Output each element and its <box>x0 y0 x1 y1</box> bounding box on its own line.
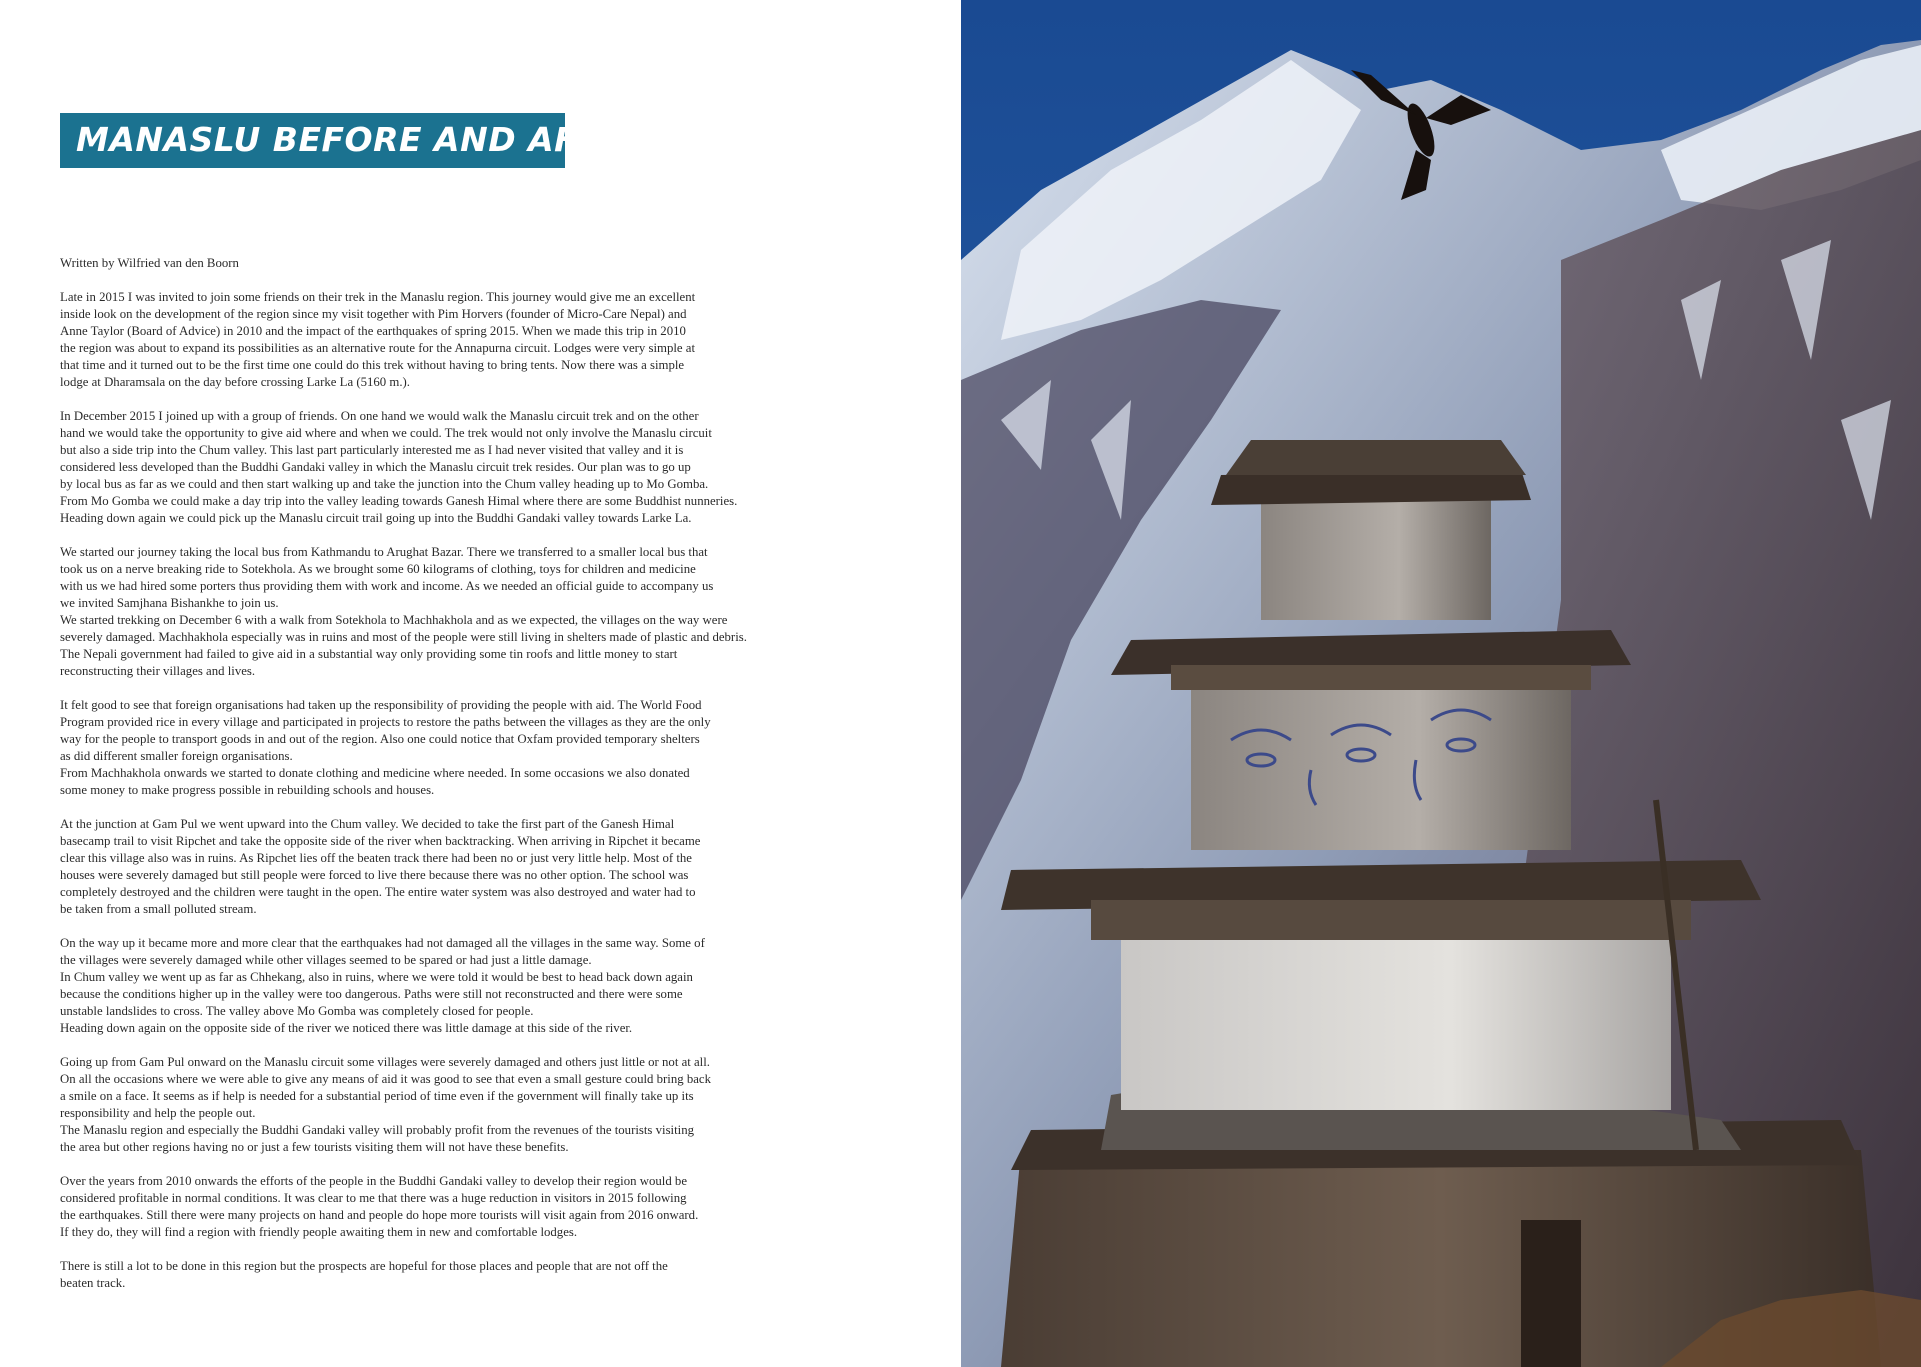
stupa-top <box>1226 440 1526 475</box>
paragraph-line: be taken from a small polluted stream. <box>60 902 257 916</box>
paragraph-line: lodge at Dharamsala on the day before crossing Larke La (5160 m.). <box>60 375 411 389</box>
article-paragraph <box>60 697 910 799</box>
paragraph-line: The Manaslu region and especially the Buddhi Gandaki valley will probably profit from the revenues of the tourists visiting <box>60 1123 695 1137</box>
paragraph-line: Anne Taylor (Board of Advice) in 2010 and the impact of the earthquakes of spring 2015. When we made this trip in 2010 <box>60 324 686 338</box>
paragraph-line: considered less developed than the Buddhi Gandaki valley in which the Manaslu circuit trek resides. Our plan was to go up <box>60 460 691 474</box>
paragraph-line: On the way up it became more and more clear that the earthquakes had not damaged all the villages in the same way. Some of <box>60 936 705 950</box>
stupa-wall-1 <box>1261 490 1491 620</box>
stupa-wall-3 <box>1121 930 1671 1110</box>
stupa-band-2 <box>1171 665 1591 690</box>
paragraph-line: houses were severely damaged but still people were forced to live there because there was no other option. The school was <box>60 868 689 882</box>
article-paragraph <box>60 816 910 918</box>
stupa-wall-2 <box>1191 680 1571 850</box>
paragraph-line: as did different smaller foreign organisations. <box>60 749 293 763</box>
article-paragraph <box>60 544 910 680</box>
article-paragraph <box>60 1173 910 1241</box>
paragraph-line: took us on a nerve breaking ride to Sotekhola. As we brought some 60 kilograms of clothing, toys for children and medicine <box>60 562 696 576</box>
paragraph-line: Heading down again on the opposite side of the river we noticed there was little damage at this side of the river. <box>60 1021 633 1035</box>
paragraph-line: basecamp trail to visit Ripchet and take the opposite side of the river when backtracking. When arriving in Ripchet it became <box>60 834 701 848</box>
paragraph-line: the region was about to expand its possibilities as an alternative route for the Annapurna circuit. Lodges were very simple at <box>60 341 696 355</box>
paragraph-line: It felt good to see that foreign organisations had taken up the responsibility of providing the people with aid. The World Food <box>60 698 702 712</box>
title-banner <box>60 113 650 168</box>
article-paragraph <box>60 289 910 391</box>
paragraph-line: we invited Samjhana Bishankhe to join us. <box>60 596 279 610</box>
stupa-door <box>1521 1220 1581 1367</box>
paragraph-line: Program provided rice in every village and participated in projects to restore the paths between the villages as they are the only <box>60 715 711 729</box>
paragraph-line: unstable landslides to cross. The valley above Mo Gomba was completely closed for people. <box>60 1004 534 1018</box>
paragraph-line: completely destroyed and the children were taught in the open. The entire water system was also destroyed and water had to <box>60 885 696 899</box>
paragraph-line: the villages were severely damaged while other villages seemed to be spared or had just a little damage. <box>60 953 592 967</box>
paragraph-line: From Machhakhola onwards we started to donate clothing and medicine where needed. In some occasions we also donated <box>60 766 690 780</box>
paragraph-line: Heading down again we could pick up the Manaslu circuit trail going up into the Buddhi Gandaki valley towards Larke La. <box>60 511 692 525</box>
article-paragraphs <box>60 289 910 1292</box>
paragraph-line: with us we had hired some porters thus providing them with work and income. As we needed an official guide to accompany us <box>60 579 714 593</box>
paragraph-line: We started trekking on December 6 with a walk from Sotekhola to Machhakhola and as we expected, the villages on the way were <box>60 613 728 627</box>
paragraph-line: that time and it turned out to be the first time one could do this trek without having to bring tents. Now there was a simple <box>60 358 685 372</box>
byline: Written by Wilfried van den Boorn <box>60 256 239 270</box>
paragraph-line: At the junction at Gam Pul we went upward into the Chum valley. We decided to take the first part of the Ganesh Himal <box>60 817 675 831</box>
paragraph-line: There is still a lot to be done in this region but the prospects are hopeful for those places and people that are not off the <box>60 1259 668 1273</box>
paragraph-line: some money to make progress possible in rebuilding schools and houses. <box>60 783 435 797</box>
paragraph-line: considered profitable in normal conditions. It was clear to me that there was a huge reduction in visitors in 2015 following <box>60 1191 687 1205</box>
paragraph-line: From Mo Gomba we could make a day trip into the valley leading towards Ganesh Himal where there are some Buddhist nunneries. <box>60 494 738 508</box>
paragraph-line: responsibility and help the people out. <box>60 1106 256 1120</box>
paragraph-line: Over the years from 2010 onwards the efforts of the people in the Buddhi Gandaki valley to develop their region would be <box>60 1174 687 1188</box>
paragraph-line: Late in 2015 I was invited to join some friends on their trek in the Manaslu region. This journey would give me an excellent <box>60 290 696 304</box>
stupa-photo <box>961 0 1921 1367</box>
stupa-roof-1 <box>1211 470 1531 505</box>
paragraph-line: inside look on the development of the region since my visit together with Pim Horvers (founder of Micro-Care Nepal) and <box>60 307 687 321</box>
paragraph-line: by local bus as far as we could and then start walking up and take the junction into the Chum valley heading up to Mo Gomba. <box>60 477 709 491</box>
paragraph-line: a smile on a face. It seems as if help is needed for a substantial period of time even if the government will finally take up its <box>60 1089 694 1103</box>
article-body <box>60 255 910 1309</box>
paragraph-line: In Chum valley we went up as far as Chhekang, also in ruins, where we were told it would be best to head back down again <box>60 970 693 984</box>
paragraph-line: We started our journey taking the local bus from Kathmandu to Arughat Bazar. There we transferred to a smaller local bus that <box>60 545 708 559</box>
paragraph-line: reconstructing their villages and lives. <box>60 664 256 678</box>
article-paragraph <box>60 935 910 1037</box>
stupa-band-3 <box>1091 900 1691 940</box>
paragraph-line: hand we would take the opportunity to give aid where and when we could. The trek would not only involve the Manaslu circuit <box>60 426 712 440</box>
article-title: MANASLU BEFORE AND AFTER <box>76 120 650 159</box>
paragraph-line: severely damaged. Machhakhola especially was in ruins and most of the people were still living in shelters made of plastic and debris. <box>60 630 747 644</box>
paragraph-line: The Nepali government had failed to give aid in a substantial way only providing some tin roofs and little money to start <box>60 647 678 661</box>
article-paragraph <box>60 408 910 527</box>
paragraph-line: but also a side trip into the Chum valley. This last part particularly interested me as I had never visited that valley and it is <box>60 443 684 457</box>
article-paragraph <box>60 1258 910 1292</box>
paragraph-line: the area but other regions having no or just a few tourists visiting them will not have these benefits. <box>60 1140 569 1154</box>
paragraph-line: If they do, they will find a region with friendly people awaiting them in new and comfortable lodges. <box>60 1225 578 1239</box>
paragraph-line: clear this village also was in ruins. As Ripchet lies off the beaten track there had been no or just very little help. Most of the <box>60 851 692 865</box>
article-paragraph <box>60 1054 910 1156</box>
paragraph-line: because the conditions higher up in the valley were too dangerous. Paths were still not reconstructed and there were some <box>60 987 683 1001</box>
paragraph-line: In December 2015 I joined up with a group of friends. On one hand we would walk the Manaslu circuit trek and on the other <box>60 409 699 423</box>
paragraph-line: On all the occasions where we were able to give any means of aid it was good to see that even a small gesture could bring back <box>60 1072 712 1086</box>
paragraph-line: Going up from Gam Pul onward on the Manaslu circuit some villages were severely damaged and others just little or not at all. <box>60 1055 710 1069</box>
paragraph-line: the earthquakes. Still there were many projects on hand and people do hope more tourists will visit again from 2016 onward. <box>60 1208 699 1222</box>
paragraph-line: beaten track. <box>60 1276 126 1290</box>
paragraph-line: way for the people to transport goods in and out of the region. Also one could notice that Oxfam provided temporary shelters <box>60 732 700 746</box>
